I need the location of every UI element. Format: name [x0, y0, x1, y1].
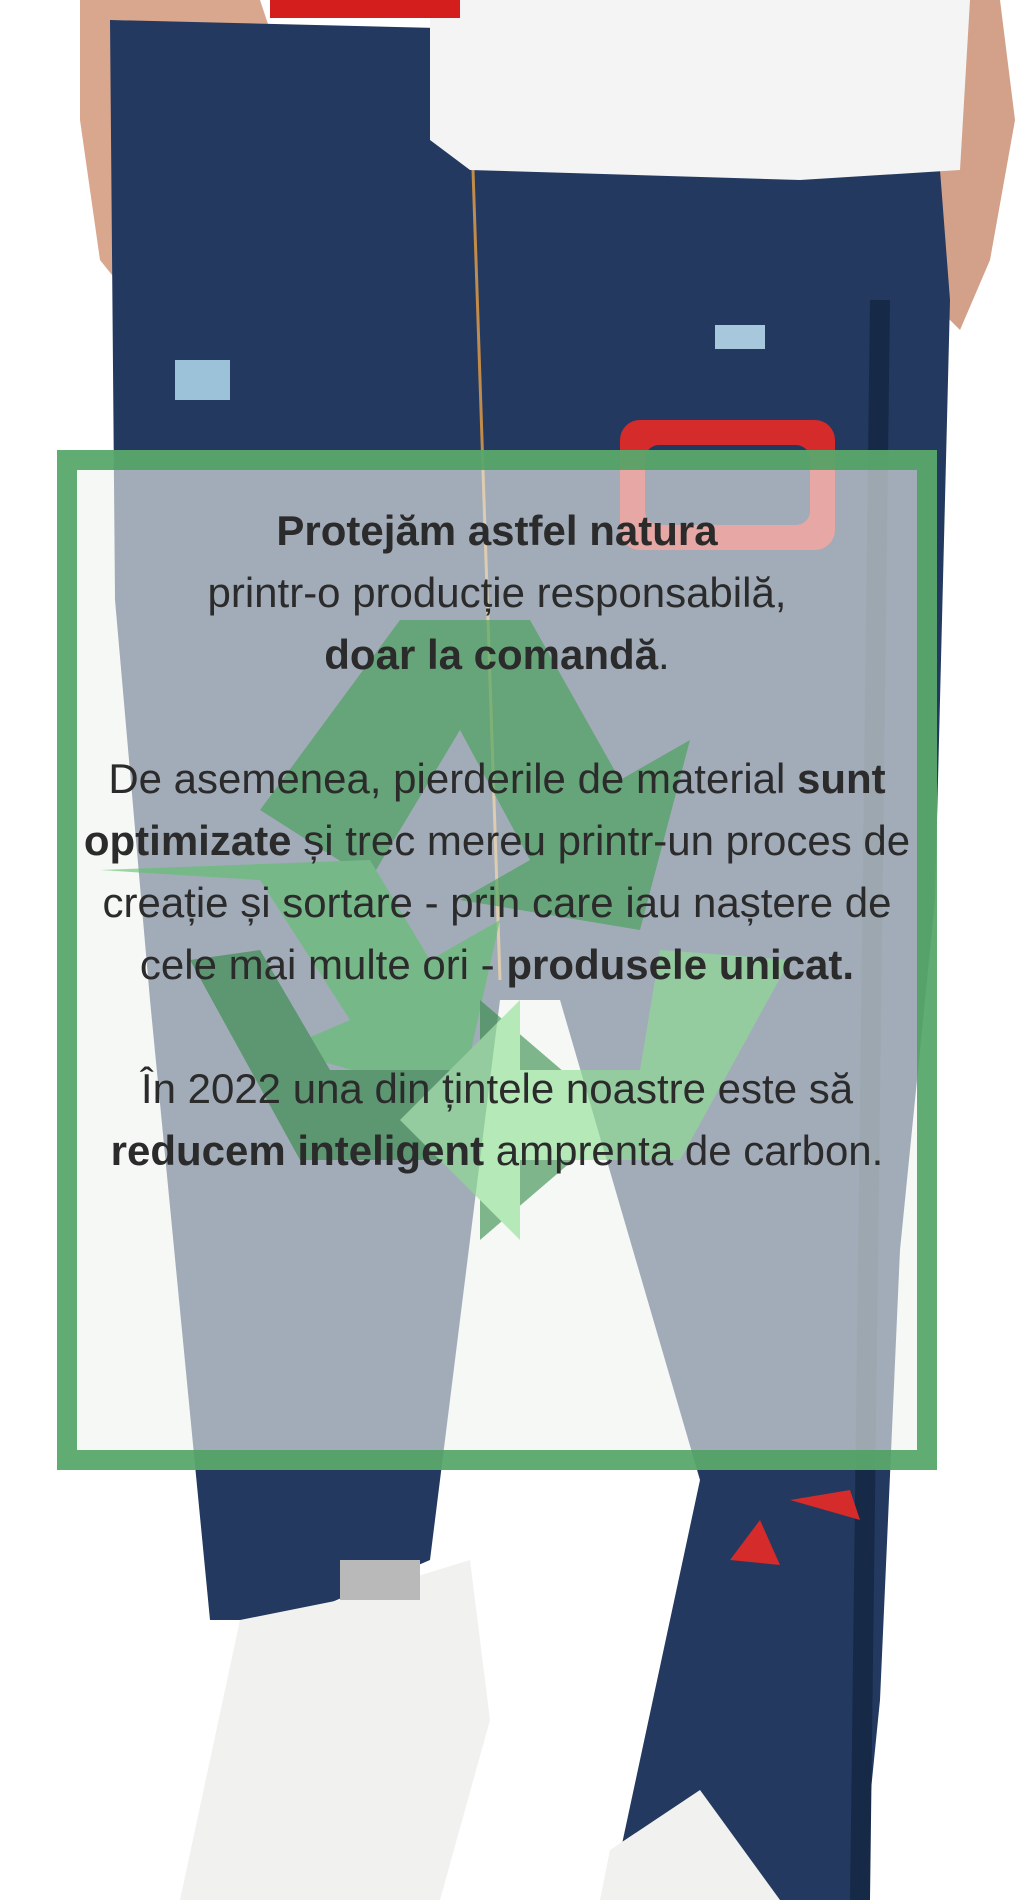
p3-bold: reducem inteligent	[110, 1127, 485, 1174]
headline-end: .	[658, 631, 670, 678]
headline-line-2: printr-o producție responsabilă,	[207, 569, 787, 616]
paragraph-1	[77, 500, 917, 686]
p2-mid: și trec mereu printr-un proces de creație și sortare - prin care iau naștere de cele mai multe ori -	[102, 817, 911, 988]
p2-start: De asemenea, pierderile de material	[108, 755, 798, 802]
p3-start: În 2022 una din țintele noastre este să	[140, 1065, 854, 1112]
p3-end: amprenta de carbon.	[484, 1127, 884, 1174]
headline-bold: Protejăm astfel natura	[276, 507, 718, 554]
paragraph-3	[77, 1058, 917, 1182]
p2-bold-2: produsele unicat.	[506, 941, 855, 988]
headline-bold-2: doar la comandă	[324, 631, 659, 678]
p2-bold: sunt optimizate	[83, 755, 886, 864]
paragraph-2	[77, 748, 917, 996]
message-text	[77, 470, 917, 1450]
white-shirt	[430, 0, 970, 180]
